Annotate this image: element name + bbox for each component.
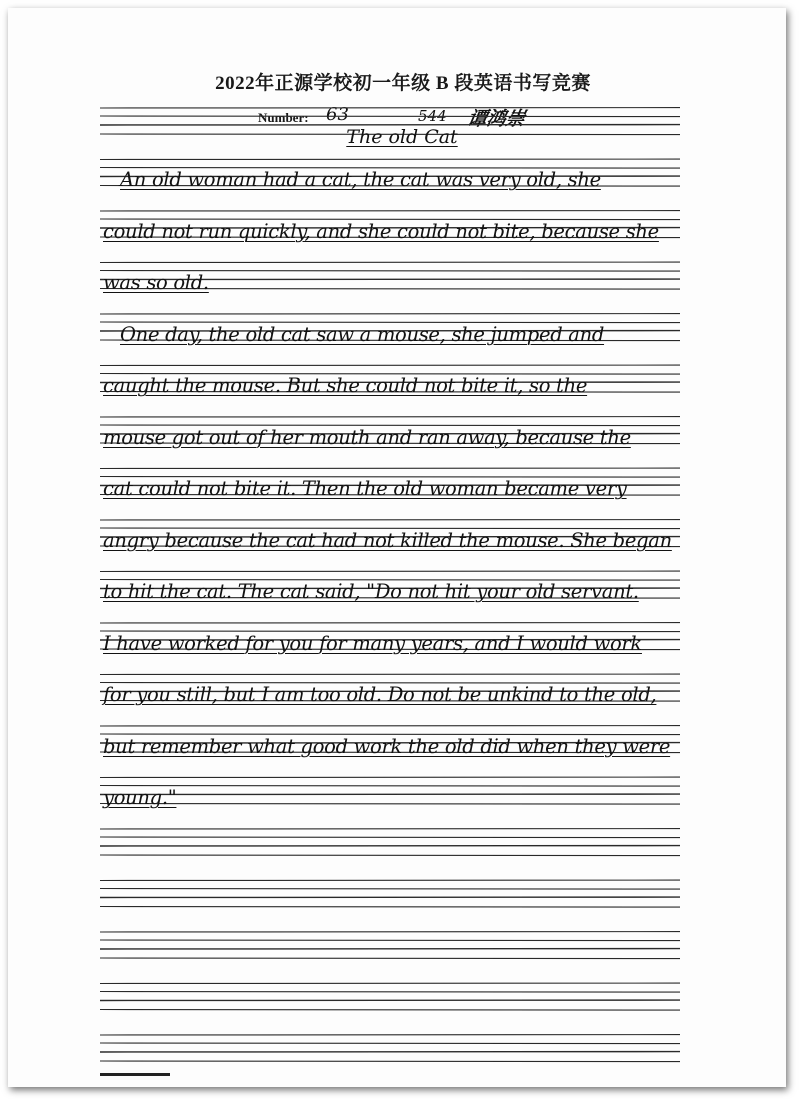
ruled-line <box>100 855 680 856</box>
ruled-line <box>100 804 680 805</box>
essay-line: for you still, but I am too old. Do not be unkind to the old, <box>103 683 657 706</box>
essay-line: to hit the cat. The cat said, "Do not hit your old servant. <box>103 580 639 603</box>
essay-line: I have worked for you for many years, and I would work <box>103 631 642 655</box>
essay-line: caught the mouse. But she could not bite it, so the <box>103 374 588 397</box>
essay-line: could not run quickly, and she could not bite, because she <box>103 219 659 243</box>
document-page <box>8 8 786 1087</box>
essay-line: angry because the cat had not killed the mouse. She began <box>103 528 672 552</box>
number-value: 63 <box>326 104 349 125</box>
essay-line: young." <box>103 786 177 809</box>
ruled-line <box>100 992 680 993</box>
ruled-line <box>100 786 680 787</box>
essay-line: was so old. <box>103 271 209 294</box>
essay-line: cat could not bite it. Then the old woman became very <box>103 477 627 500</box>
student-code: 544 <box>418 107 447 125</box>
bottom-mark <box>100 1073 170 1076</box>
ruled-line <box>100 1061 680 1062</box>
ruled-line <box>100 1010 680 1011</box>
essay-line: mouse got out of her mouth and ran away, because the <box>103 425 631 449</box>
ruled-line <box>100 907 680 908</box>
ruled-line <box>100 958 680 959</box>
number-label: Number: <box>258 110 309 125</box>
essay-line: One day, the old cat saw a mouse, she jumped and <box>120 322 605 346</box>
essay-title: The old Cat <box>346 126 458 148</box>
contest-title: 2022年正源学校初一年级 B 段英语书写竞赛 <box>215 73 591 94</box>
ruled-line <box>100 940 680 941</box>
essay-line: but remember what good work the old did when they were <box>103 734 671 758</box>
ruled-line <box>100 837 680 838</box>
ruled-line <box>100 889 680 890</box>
ruled-line <box>100 1043 680 1044</box>
student-name: 谭鸿崇 <box>465 108 527 130</box>
ruled-line <box>100 116 680 117</box>
essay-line: An old woman had a cat, the cat was very old, she <box>120 168 601 191</box>
